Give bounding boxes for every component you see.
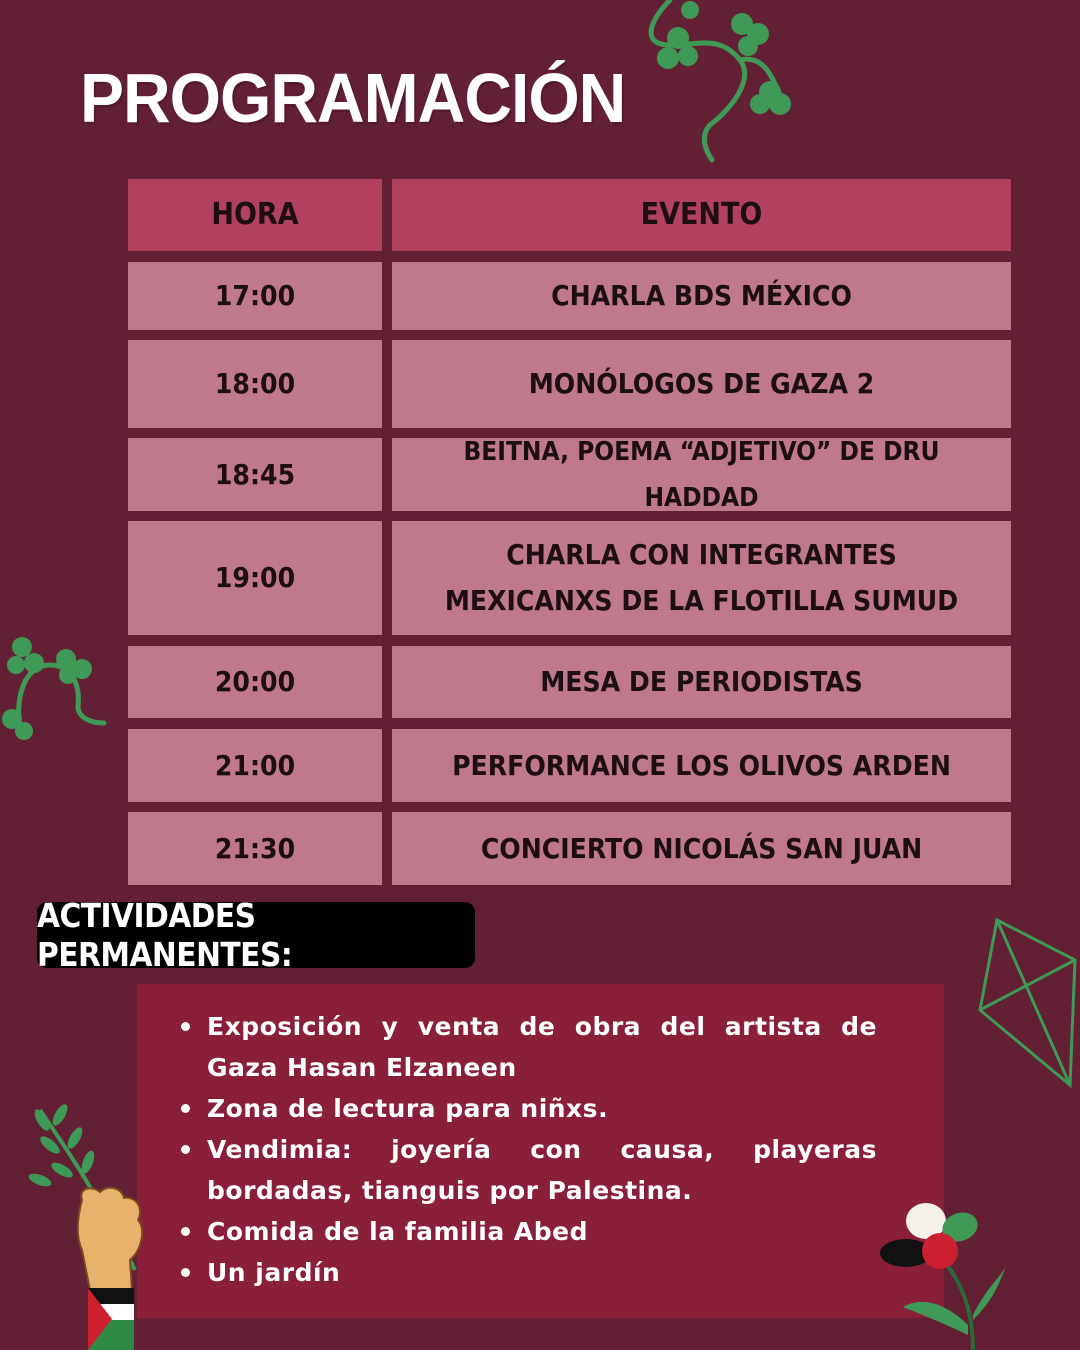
kite-icon [975, 915, 1080, 1090]
palestine-flag-flower-icon [878, 1195, 1008, 1350]
header-hora: HORA [128, 179, 382, 251]
row-hora: 19:00 [128, 521, 382, 635]
row-hora: 18:45 [128, 438, 382, 511]
permanent-activities-list [207, 1006, 877, 1293]
row-evento: MESA DE PERIODISTAS [392, 646, 1011, 718]
row-hora: 18:00 [128, 340, 382, 428]
row-evento: PERFORMANCE LOS OLIVOS ARDEN [392, 729, 1011, 802]
list-item: Un jardín [207, 1252, 877, 1293]
clover-vine-icon [630, 0, 810, 165]
row-evento: CHARLA BDS MÉXICO [392, 262, 1011, 330]
row-evento: CHARLA CON INTEGRANTES MEXICANXS DE LA FLOTILLA SUMUD [392, 521, 1011, 635]
row-evento: MONÓLOGOS DE GAZA 2 [392, 340, 1011, 428]
list-item: Zona de lectura para niñxs. [207, 1088, 877, 1129]
header-evento: EVENTO [392, 179, 1011, 251]
hand-holding-olive-branch-icon [20, 1100, 160, 1350]
list-item: Comida de la familia Abed [207, 1211, 877, 1252]
row-hora: 21:30 [128, 812, 382, 885]
list-item: Exposición y venta de obra del artista de Gaza Hasan Elzaneen [207, 1006, 877, 1088]
clover-vine-icon [0, 635, 110, 740]
permanent-activities-box [137, 984, 944, 1318]
row-evento: CONCIERTO NICOLÁS SAN JUAN [392, 812, 1011, 885]
list-item: Vendimia: joyería con causa, playeras bordadas, tianguis por Palestina. [207, 1129, 877, 1211]
row-hora: 20:00 [128, 646, 382, 718]
row-hora: 17:00 [128, 262, 382, 330]
permanent-activities-heading: ACTIVIDADES PERMANENTES: [37, 902, 475, 968]
row-hora: 21:00 [128, 729, 382, 802]
page-title: PROGRAMACIÓN [80, 59, 626, 137]
row-evento: BEITNA, POEMA “ADJETIVO” DE DRU HADDAD [392, 438, 1011, 511]
